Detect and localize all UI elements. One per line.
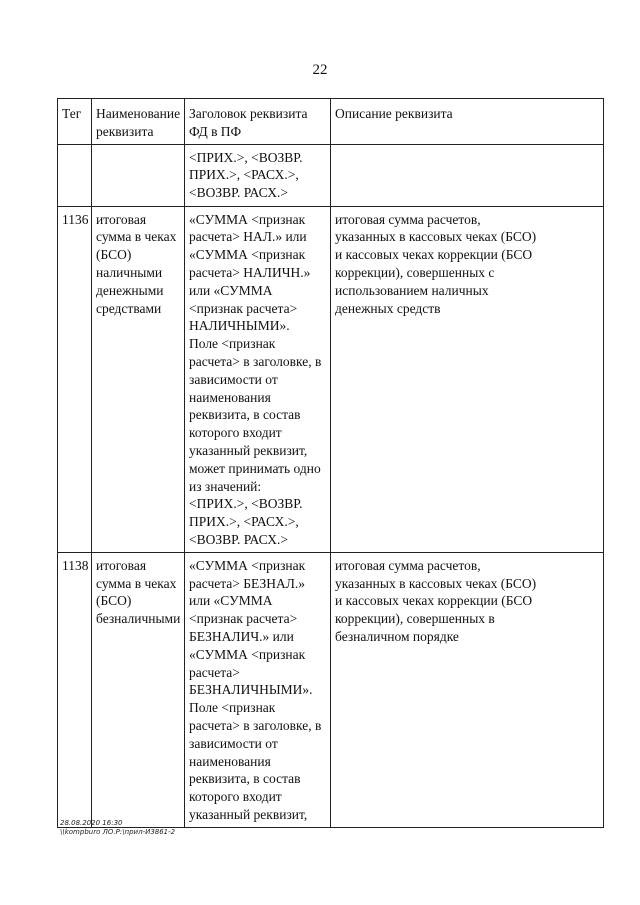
column-header-name: Наименование реквизита	[92, 99, 185, 145]
document-footer	[60, 819, 175, 837]
cell-fd-header: «СУММА <признак расчета> БЕЗНАЛ.» или «СУММА <признак расчета> БЕЗНАЛИЧ.» или «СУММА <признак расчета> БЕЗНАЛИЧНЫМИ». Поле <признак расчета> в заголовке, в зависимости от наименования реквизита, в состав которого входит указанный реквизит,	[185, 552, 331, 827]
cell-description: итоговая сумма расчетов, указанных в кассовых чеках (БСО) и кассовых чеках коррекции (БСО коррекции), совершенных с использованием наличных денежных средств	[331, 206, 604, 552]
cell-tag: 1136	[58, 206, 92, 552]
column-header-tag: Тег	[58, 99, 92, 145]
column-header-description: Описание реквизита	[331, 99, 604, 145]
page-number: 22	[312, 62, 328, 78]
cell-name: итоговая сумма в чеках (БСО) наличными денежными средствами	[92, 206, 185, 552]
column-header-fd-header: Заголовок реквизита ФД в ПФ	[185, 99, 331, 145]
cell-tag: 1138	[58, 552, 92, 827]
cell-fd-header: <ПРИХ.>, <ВОЗВР. ПРИХ.>, <РАСХ.>, <ВОЗВР. РАСХ.>	[185, 144, 331, 206]
cell-name	[92, 144, 185, 206]
requisites-table	[57, 98, 604, 828]
table-row	[58, 206, 604, 552]
table-header-row	[58, 99, 604, 145]
footer-timestamp: 28.08.2020 16:30	[60, 819, 123, 827]
cell-tag	[58, 144, 92, 206]
table-row	[58, 552, 604, 827]
table-row	[58, 144, 604, 206]
cell-name: итоговая сумма в чеках (БСО) безналичными	[92, 552, 185, 827]
cell-description	[331, 144, 604, 206]
footer-file-path: \\kompburo ЛО.Р:\прил-И3861-2	[60, 828, 176, 836]
cell-fd-header: «СУММА <признак расчета> НАЛ.» или «СУММА <признак расчета> НАЛИЧН.» или «СУММА <признак расчета> НАЛИЧНЫМИ». Поле <признак расчета> в заголовке, в зависимости от наименования реквизита, в состав которого входит указанный реквизит, может принимать одно из значений: <ПРИХ.>, <ВОЗВР. ПРИХ.>, <РАСХ.>, <ВОЗВР. РАСХ.>	[185, 206, 331, 552]
cell-description: итоговая сумма расчетов, указанных в кассовых чеках (БСО) и кассовых чеках коррекции (БСО коррекции), совершенных в безналичном порядке	[331, 552, 604, 827]
